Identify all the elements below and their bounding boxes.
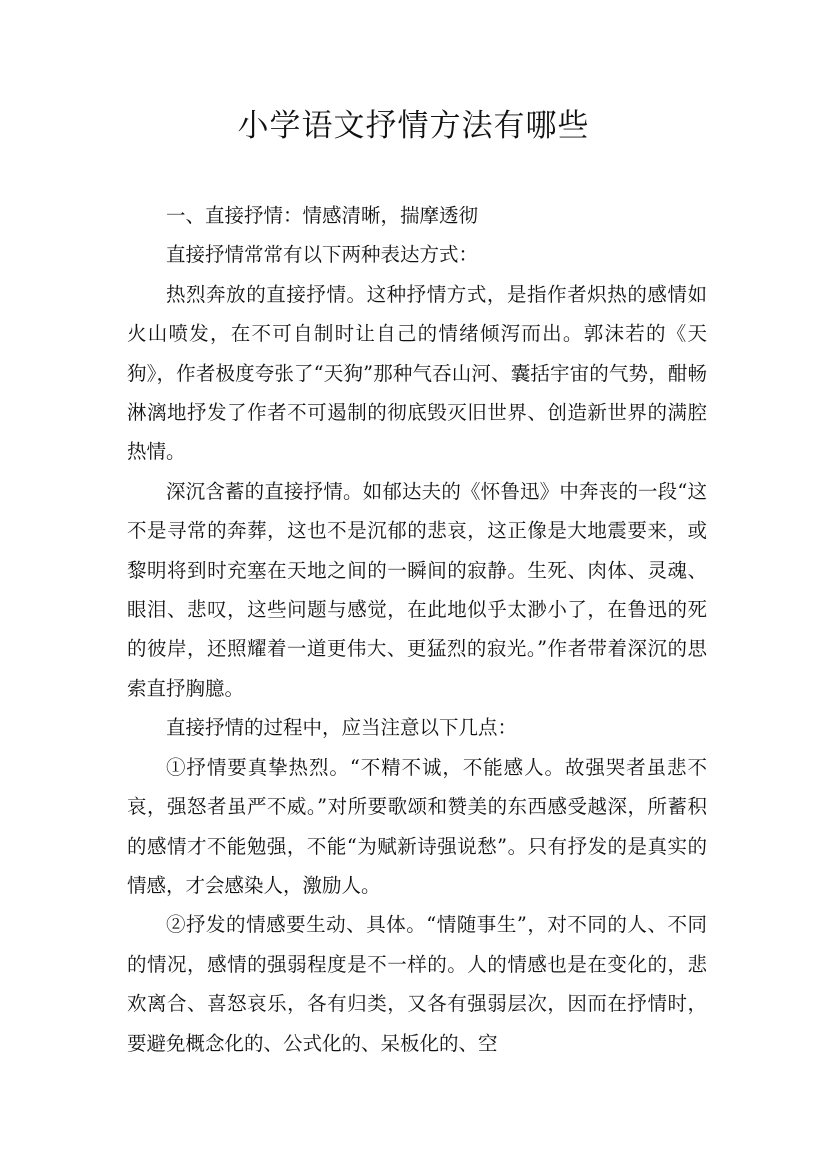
paragraph: 深沉含蓄的直接抒情。如郁达夫的《怀鲁迅》中奔丧的一段“这不是寻常的奔葬，这也不是沉郁的悲哀，这正像是大地震要来，或黎明将到时充塞在天地之间的一瞬间的寂静。生死、肉体、灵魂、眼泪、悲叹，这些问题与感觉，在此地似乎太渺小了，在鲁迅的死的彼岸，还照耀着一道更伟大、更猛烈的寂光。”作者带着深沉的思索直抒胸臆。	[127, 479, 707, 700]
section-heading: 一、直接抒情：情感清晰，揣摩透彻	[166, 204, 479, 227]
document-title: 小学语文抒情方法有哪些	[237, 108, 590, 144]
paragraph: 热烈奔放的直接抒情。这种抒情方式，是指作者炽热的感情如火山喷发，在不可自制时让自己的情绪倾泻而出。郭沫若的《天狗》，作者极度夸张了“天狗”那种气吞山河、囊括宇宙的气势，酣畅淋漓地抒发了作者不可遏制的彻底毁灭旧世界、创造新世界的满腔热情。	[127, 282, 707, 464]
document-body	[127, 196, 707, 1063]
paragraph: ①抒情要真挚热烈。“不精不诚，不能感人。故强哭者虽悲不哀，强怒者虽严不威。”对所要歌颂和赞美的东西感受越深，所蓄积的感情才不能勉强，不能“为赋新诗强说愁”。只有抒发的是真实的情感，才会感染人，激励人。	[127, 755, 707, 897]
paragraph: 直接抒情常常有以下两种表达方式：	[166, 243, 479, 267]
paragraph: ②抒发的情感要生动、具体。“情随事生”，对不同的人、不同的情况，感情的强弱程度是不一样的。人的情感也是在变化的，悲欢离合、喜怒哀乐，各有归类，又各有强弱层次，因而在抒情时，要避免概念化的、公式化的、呆板化的、空	[127, 913, 707, 1055]
paragraph: 直接抒情的过程中，应当注意以下几点：	[166, 716, 518, 740]
